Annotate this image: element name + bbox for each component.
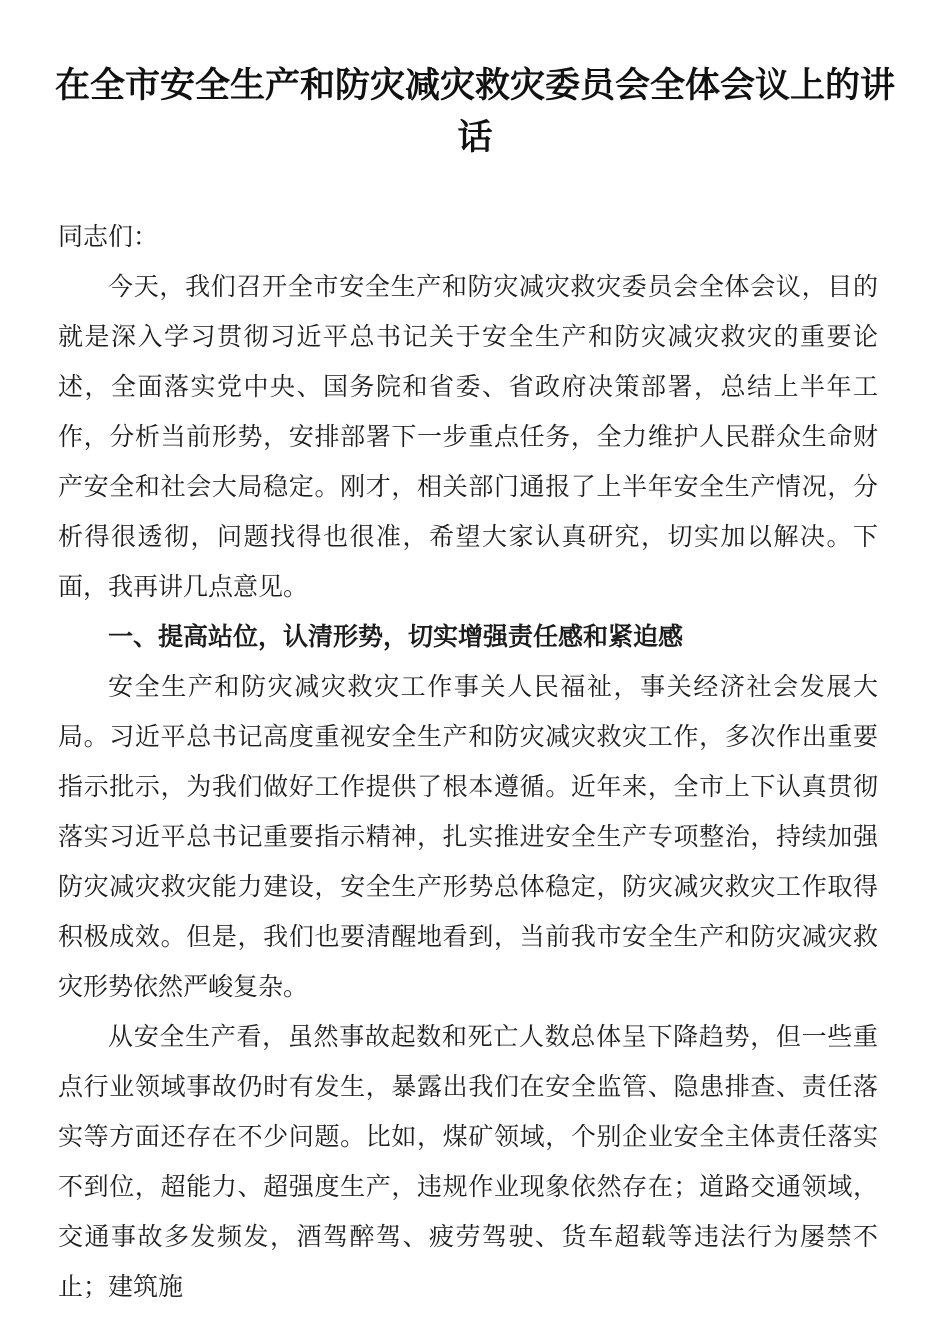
document-body: [58, 212, 878, 1312]
paragraph-safety-production: 从安全生产看，虽然事故起数和死亡人数总体呈下降趋势，但一些重点行业领域事故仍时有发生，暴露出我们在安全监管、隐患排查、责任落实等方面还存在不少问题。比如，煤矿领域，个别企业安全主体责任落实不到位，超能力、超强度生产，违规作业现象依然存在；道路交通领域，交通事故多发频发，酒驾醉驾、疲劳驾驶、货车超载等违法行为屡禁不止；建筑施: [58, 1022, 878, 1301]
salutation: 同志们：: [58, 222, 159, 251]
section-heading-1: 一、提高站位，认清形势，切实增强责任感和紧迫感: [108, 622, 684, 651]
paragraph-situation: 安全生产和防灾减灾救灾工作事关人民福祉，事关经济社会发展大局。习近平总书记高度重视安全生产和防灾减灾救灾工作，多次作出重要指示批示，为我们做好工作提供了根本遵循。近年来，全市上下认真贯彻落实习近平总书记重要指示精神，扎实推进安全生产专项整治，持续加强防灾减灾救灾能力建设，安全生产形势总体稳定，防灾减灾救灾工作取得积极成效。但是，我们也要清醒地看到，当前我市安全生产和防灾减灾救灾形势依然严峻复杂。: [58, 672, 878, 1001]
paragraph-intro: 今天，我们召开全市安全生产和防灾减灾救灾委员会全体会议，目的就是深入学习贯彻习近平总书记关于安全生产和防灾减灾救灾的重要论述，全面落实党中央、国务院和省委、省政府决策部署，总结上半年工作，分析当前形势，安排部署下一步重点任务，全力维护人民群众生命财产安全和社会大局稳定。刚才，相关部门通报了上半年安全生产情况，分析得很透彻，问题找得也很准，希望大家认真研究，切实加以解决。下面，我再讲几点意见。: [58, 272, 878, 601]
document-title: 在全市安全生产和防灾减灾救灾委员会全体会议上的讲话: [55, 66, 896, 158]
